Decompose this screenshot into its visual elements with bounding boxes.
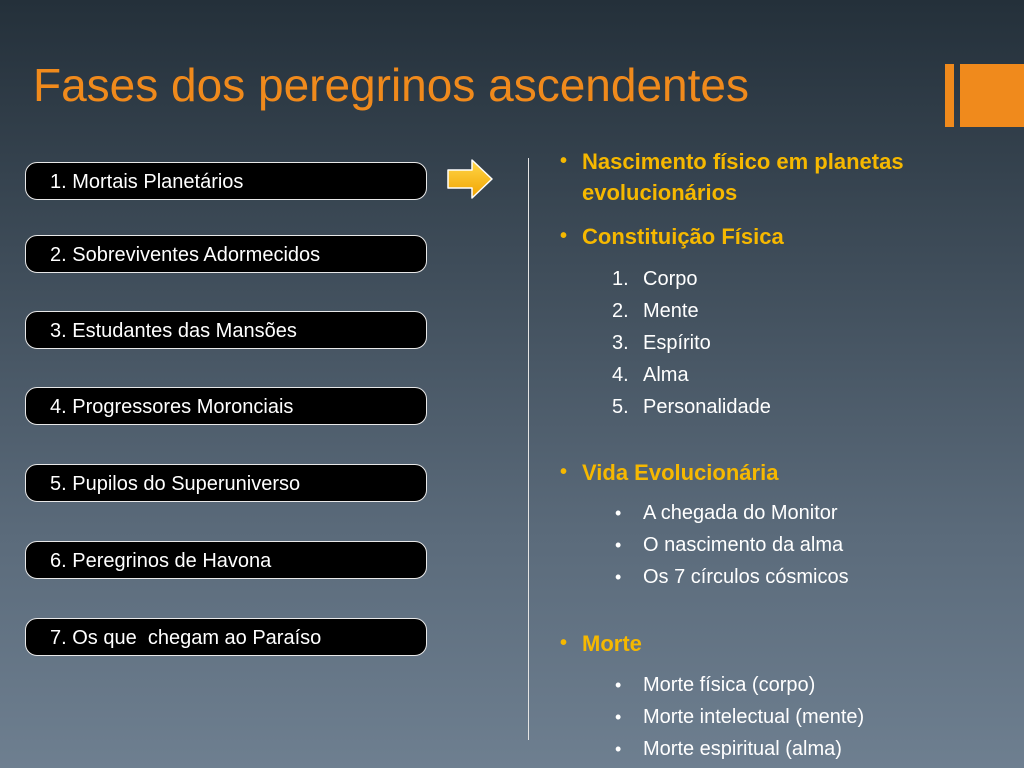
bullet-icon: • — [560, 461, 568, 483]
arrow-right-icon — [447, 158, 493, 200]
list-item-text: Espírito — [643, 332, 711, 354]
list-item-text: Mente — [643, 300, 699, 322]
list-number: 3. — [612, 332, 629, 354]
section-heading-text: Morte — [582, 631, 642, 656]
phase-item-7: 7. Os que chegam ao Paraíso — [25, 618, 427, 656]
section-heading-text: Nascimento físico em planetas evolucionários — [582, 149, 904, 205]
list-item — [560, 295, 1000, 327]
list-number: 1. — [612, 268, 629, 290]
section-vida-evolucionaria — [560, 457, 1000, 593]
list-item-text: Morte intelectual (mente) — [643, 706, 865, 728]
slide-title: Fases dos peregrinos ascendentes — [33, 59, 749, 111]
list-item — [560, 391, 1000, 423]
bullet-icon: • — [560, 150, 568, 172]
list-item — [560, 701, 1000, 733]
phase-item-4: 4. Progressores Moronciais — [25, 387, 427, 425]
phase-item-3: 3. Estudantes das Mansões — [25, 311, 427, 349]
bullet-icon: • — [615, 707, 622, 727]
phase-item-5: 5. Pupilos do Superuniverso — [25, 464, 427, 502]
list-item-text: Alma — [643, 364, 689, 386]
phase-item-2: 2. Sobreviventes Adormecidos — [25, 235, 427, 273]
list-number: 2. — [612, 300, 629, 322]
phase-list — [25, 162, 429, 662]
list-item-text: Corpo — [643, 268, 698, 290]
vertical-divider — [528, 158, 529, 740]
bullet-icon: • — [615, 503, 622, 523]
list-item-text: O nascimento da alma — [643, 534, 844, 556]
section-heading — [560, 628, 1000, 659]
section-constituicao — [560, 221, 1000, 423]
list-item — [560, 561, 1000, 593]
list-item — [560, 327, 1000, 359]
list-item — [560, 359, 1000, 391]
section-heading-text: Constituição Física — [582, 224, 784, 249]
list-item — [560, 497, 1000, 529]
section-nascimento — [560, 146, 1000, 208]
bullet-icon: • — [560, 632, 568, 654]
section-heading — [560, 146, 1000, 208]
vida-list — [560, 497, 1000, 593]
bullet-icon: • — [615, 567, 622, 587]
section-morte — [560, 628, 1000, 765]
section-heading-text: Vida Evolucionária — [582, 460, 779, 485]
list-item-text: Morte espiritual (alma) — [643, 738, 842, 760]
constituicao-list — [560, 263, 1000, 423]
list-item-text: Os 7 círculos cósmicos — [643, 566, 849, 588]
list-item-text: Personalidade — [643, 396, 771, 418]
bullet-icon: • — [615, 675, 622, 695]
list-item — [560, 669, 1000, 701]
list-item — [560, 733, 1000, 765]
phase-item-1: 1. Mortais Planetários — [25, 162, 427, 200]
bullet-icon: • — [615, 535, 622, 555]
list-number: 5. — [612, 396, 629, 418]
decorative-bar-thick — [960, 64, 1024, 127]
list-item — [560, 529, 1000, 561]
section-heading — [560, 221, 1000, 252]
decorative-bar-thin — [945, 64, 954, 127]
phase-item-6: 6. Peregrinos de Havona — [25, 541, 427, 579]
list-number: 4. — [612, 364, 629, 386]
list-item-text: A chegada do Monitor — [643, 502, 838, 524]
list-item-text: Morte física (corpo) — [643, 674, 816, 696]
bullet-icon: • — [615, 739, 622, 759]
section-heading — [560, 457, 1000, 488]
bullet-icon: • — [560, 225, 568, 247]
list-item — [560, 263, 1000, 295]
morte-list — [560, 669, 1000, 765]
